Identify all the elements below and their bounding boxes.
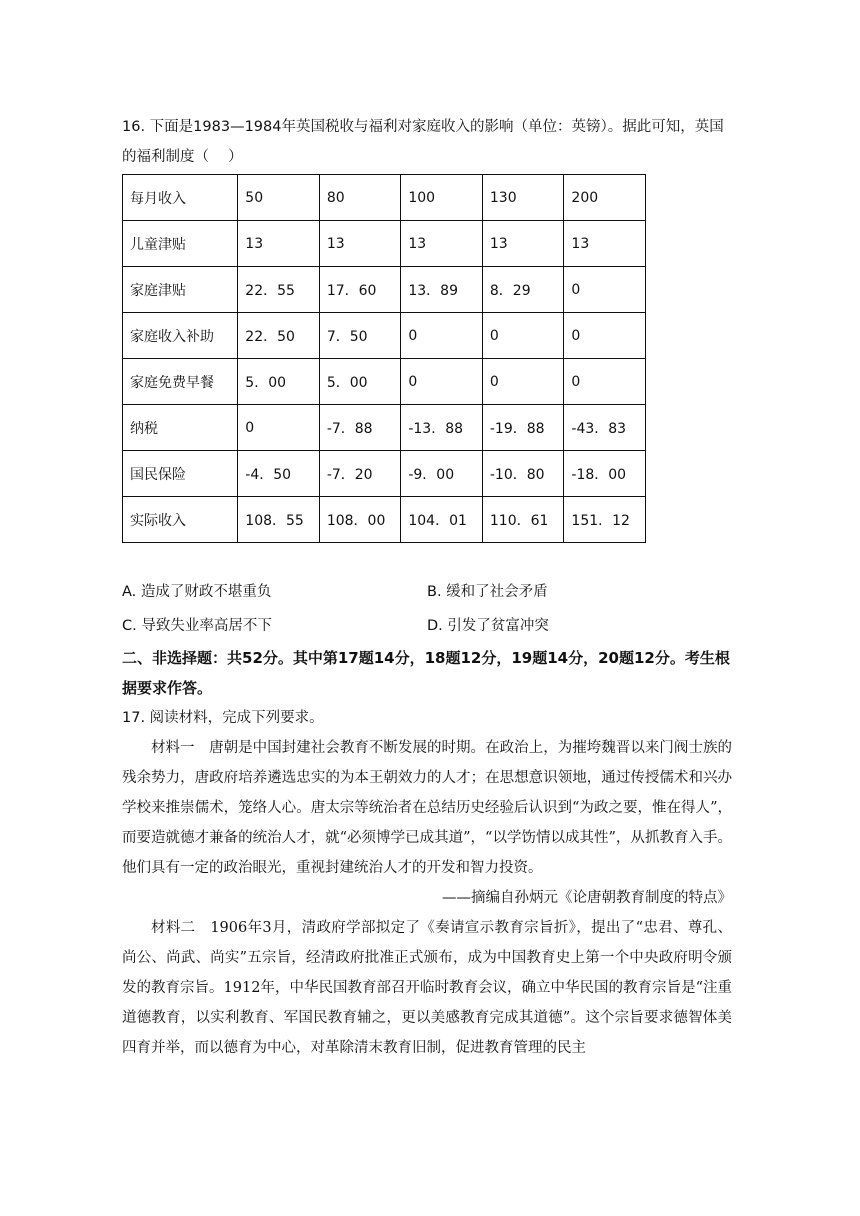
table-cell: -10．80 xyxy=(482,451,564,497)
table-cell: -19．88 xyxy=(482,405,564,451)
table-cell: 108．55 xyxy=(238,497,320,543)
table-cell: 5．00 xyxy=(238,359,320,405)
table-cell: 104．01 xyxy=(401,497,483,543)
table-cell: 13 xyxy=(401,221,483,267)
table-row xyxy=(123,359,646,405)
table-cell: 0 xyxy=(564,313,646,359)
table-cell: 22．50 xyxy=(238,313,320,359)
table-cell: 0 xyxy=(482,313,564,359)
table-cell: -7．88 xyxy=(319,405,401,451)
table-row xyxy=(123,405,646,451)
table-cell: 0 xyxy=(401,313,483,359)
option-a[interactable]: A. 造成了财政不堪重负 xyxy=(122,583,272,600)
table-cell: 13．89 xyxy=(401,267,483,313)
table-cell: 8．29 xyxy=(482,267,564,313)
option-d[interactable]: D. 引发了贫富冲突 xyxy=(427,617,549,634)
table-cell: 0 xyxy=(401,359,483,405)
table-cell: 130 xyxy=(482,175,564,221)
table-row xyxy=(123,313,646,359)
table-cell: 22．55 xyxy=(238,267,320,313)
option-b[interactable]: B. 缓和了社会矛盾 xyxy=(427,583,548,600)
table-row xyxy=(123,451,646,497)
table-row-label: 实际收入 xyxy=(123,497,238,543)
question-17-prompt: 17. 阅读材料，完成下列要求。 xyxy=(122,710,324,726)
table-row xyxy=(123,175,646,221)
table-cell: 110．61 xyxy=(482,497,564,543)
table-row-label: 每月收入 xyxy=(123,175,238,221)
table-cell: -7．20 xyxy=(319,451,401,497)
table-cell: 151．12 xyxy=(564,497,646,543)
table-cell: 50 xyxy=(238,175,320,221)
table-cell: 5．00 xyxy=(319,359,401,405)
table-row-label: 家庭收入补助 xyxy=(123,313,238,359)
table-cell: -43．83 xyxy=(564,405,646,451)
table-cell: 7．50 xyxy=(319,313,401,359)
table-cell: 0 xyxy=(238,405,320,451)
table-row-label: 儿童津贴 xyxy=(123,221,238,267)
options-row-1 xyxy=(122,573,732,607)
table-cell: 13 xyxy=(482,221,564,267)
table-row-label: 家庭津贴 xyxy=(123,267,238,313)
table-row-label: 家庭免费早餐 xyxy=(123,359,238,405)
table-row xyxy=(123,221,646,267)
table-cell: 13 xyxy=(238,221,320,267)
table-cell: 200 xyxy=(564,175,646,221)
table-cell: -9．00 xyxy=(401,451,483,497)
table-cell: 108．00 xyxy=(319,497,401,543)
question-16-options xyxy=(122,573,732,641)
table-row xyxy=(123,267,646,313)
material-1-source: ——摘编自孙炳元《论唐朝教育制度的特点》 xyxy=(442,890,732,906)
table-row-label: 国民保险 xyxy=(123,451,238,497)
table-cell: 80 xyxy=(319,175,401,221)
table-cell: 0 xyxy=(564,359,646,405)
table-cell: 0 xyxy=(564,267,646,313)
table-cell: 13 xyxy=(319,221,401,267)
table-row xyxy=(123,497,646,543)
material-1: 材料一 唐朝是中国封建社会教育不断发展的时期。在政治上，为摧垮魏晋以来门阀士族的残余势力，唐政府培养遴选忠实的为本王朝效力的人才；在思想意识领地，通过传授儒术和兴办学校来推崇儒术，笼络人心。唐太宗等统治者在总结历史经验后认识到“为政之要，惟在得人”，而要造就德才兼备的统治人才，就“必须博学已成其道”，“以学饬情以成其性”，从抓教育入手。他们具有一定的政治眼光，重视封建统治人才的开发和智力投资。 xyxy=(122,740,732,876)
table-cell: 100 xyxy=(401,175,483,221)
table-row-label: 纳税 xyxy=(123,405,238,451)
material-2: 材料二 1906年3月，清政府学部拟定了《奏请宣示教育宗旨折》，提出了“忠君、尊孔、尚公、尚武、尚实”五宗旨，经清政府批准正式颁布，成为中国教育史上第一个中央政府明令颁发的教育宗旨。1912年，中华民国教育部召开临时教育会议，确立中华民国的教育宗旨是“注重道德教育，以实利教育、军国民教育辅之，更以美感教育完成其道德”。这个宗旨要求德智体美四育并举，而以德育为中心，对革除清末教育旧制，促进教育管理的民主 xyxy=(122,920,732,1056)
option-c[interactable]: C. 导致失业率高居不下 xyxy=(122,617,272,634)
exam-page xyxy=(122,112,732,1063)
question-16-stem: 16. 下面是1983—1984年英国税收与福利对家庭收入的影响（单位：英镑）。据此可知，英国的福利制度（ ） xyxy=(122,119,724,165)
options-row-2 xyxy=(122,607,732,641)
table-cell: -13．88 xyxy=(401,405,483,451)
table-cell: 0 xyxy=(482,359,564,405)
table-cell: -4．50 xyxy=(238,451,320,497)
table-cell: 17．60 xyxy=(319,267,401,313)
table-cell: 13 xyxy=(564,221,646,267)
table-cell: -18．00 xyxy=(564,451,646,497)
section-2-heading: 二、非选择题：共52分。其中第17题14分，18题12分，19题14分，20题12分。考生根据要求作答。 xyxy=(122,649,730,697)
income-table xyxy=(122,174,646,543)
